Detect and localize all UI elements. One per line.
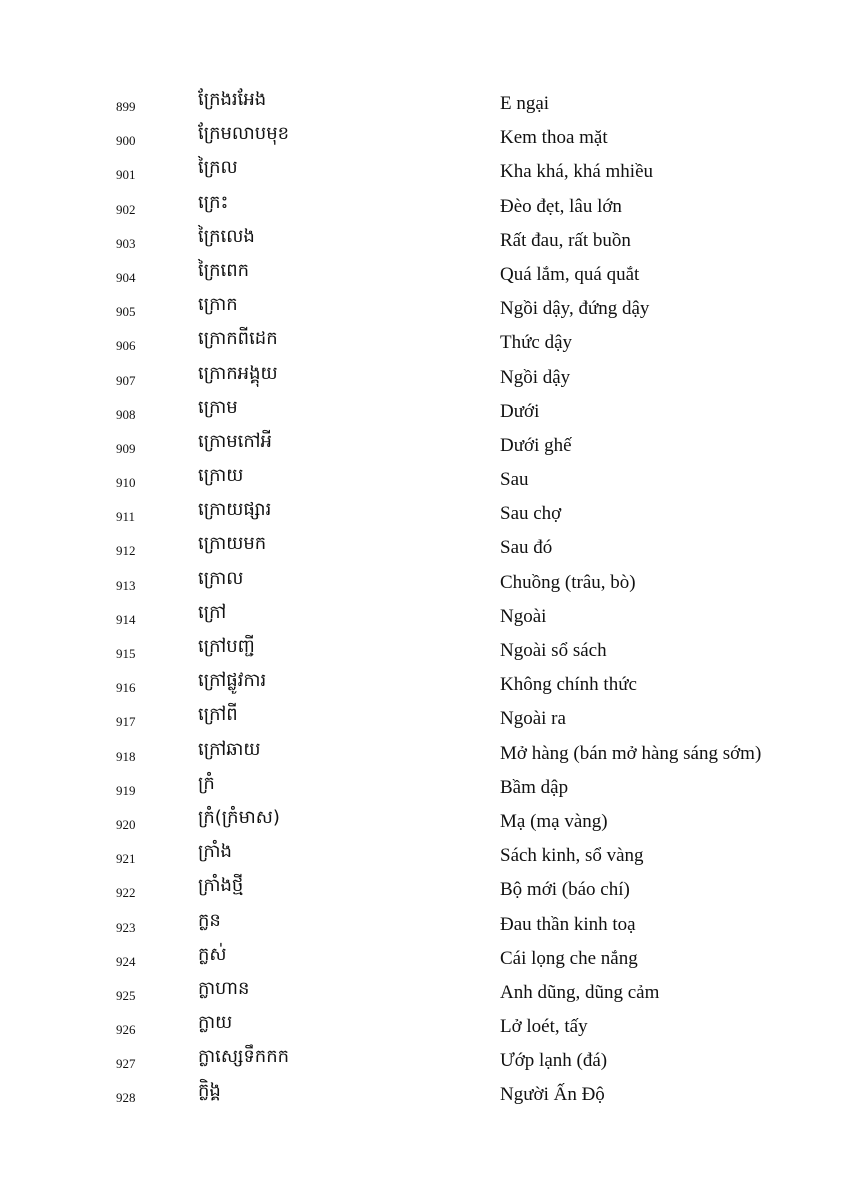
dictionary-entry — [0, 394, 848, 428]
vietnamese-meaning: Bầm dập — [500, 776, 569, 798]
dictionary-entry — [0, 838, 848, 872]
vietnamese-meaning: Sau — [500, 469, 529, 491]
dictionary-entry — [0, 360, 848, 394]
khmer-word: ក្រោល — [198, 567, 244, 589]
khmer-word: ក្រោយ — [198, 465, 244, 487]
dictionary-entry — [0, 736, 848, 770]
entry-number: 920 — [116, 816, 136, 832]
vietnamese-meaning: Dưới — [500, 400, 540, 422]
vietnamese-meaning: Lở loét, tấy — [500, 1016, 588, 1038]
dictionary-entry — [0, 86, 848, 120]
khmer-word: ក្លាយ — [198, 1012, 233, 1034]
khmer-word: ក្លិង្គ — [198, 1080, 221, 1102]
vietnamese-meaning: E ngại — [500, 93, 550, 114]
dictionary-entry — [0, 530, 848, 564]
khmer-word: ក្រោកពីដេក — [198, 328, 278, 350]
vietnamese-meaning: Anh dũng, dũng cảm — [500, 981, 660, 1003]
dictionary-entry — [0, 223, 848, 257]
khmer-word: ក្រៃពេក — [198, 259, 250, 281]
khmer-word: ក្រៅឆាយ — [198, 738, 261, 760]
khmer-word: ក្រោម — [198, 396, 238, 418]
entry-number: 903 — [116, 235, 136, 251]
vietnamese-meaning: Đèo đẹt, lâu lớn — [500, 195, 622, 217]
khmer-word: ក្រៅផ្លូវការ — [198, 670, 267, 692]
dictionary-entry — [0, 907, 848, 941]
entry-number: 916 — [116, 680, 136, 696]
vietnamese-meaning: Đau thần kinh toạ — [500, 913, 636, 935]
dictionary-entry — [0, 462, 848, 496]
entry-number: 926 — [116, 1022, 136, 1038]
dictionary-entry — [0, 701, 848, 735]
khmer-word: ក្រំ — [198, 772, 215, 794]
entry-number: 924 — [116, 953, 136, 969]
khmer-word: ក្រំ(ក្រំមាស) — [198, 806, 280, 828]
khmer-word: ក្លស់ — [198, 943, 227, 965]
entry-number: 904 — [116, 269, 136, 285]
dictionary-entry — [0, 257, 848, 291]
khmer-word: ក្រៅបញ្ជី — [198, 636, 255, 657]
entry-number: 899 — [116, 99, 136, 114]
entry-number: 923 — [116, 919, 136, 935]
khmer-word: ក្រាំង — [198, 841, 232, 863]
entry-number: 910 — [116, 475, 136, 491]
vietnamese-meaning: Ngồi dậy, đứng dậy — [500, 298, 650, 320]
vietnamese-meaning: Kem thoa mặt — [500, 127, 608, 149]
vietnamese-meaning: Quá lắm, quá quắt — [500, 263, 640, 285]
dictionary-entry — [0, 872, 848, 906]
khmer-word: ក្រោក — [198, 294, 238, 316]
entry-number: 918 — [116, 748, 136, 764]
vietnamese-meaning: Ngoài ra — [500, 708, 566, 730]
dictionary-entry — [0, 975, 848, 1009]
dictionary-entry — [0, 633, 848, 667]
dictionary-entry — [0, 154, 848, 188]
entry-number: 914 — [116, 611, 136, 627]
entry-number: 905 — [116, 304, 136, 320]
dictionary-entry — [0, 770, 848, 804]
vietnamese-meaning: Sách kinh, sổ vàng — [500, 845, 644, 867]
khmer-word: ក្រោយផ្សារ — [198, 499, 272, 521]
entry-number: 901 — [116, 167, 136, 183]
khmer-word: ក្រៅពី — [198, 704, 238, 726]
entry-number: 919 — [116, 782, 136, 798]
entry-number: 915 — [116, 646, 136, 661]
dictionary-entry — [0, 1043, 848, 1077]
dictionary-entry — [0, 941, 848, 975]
dictionary-entry — [0, 189, 848, 223]
khmer-word: ក្រោយមក — [198, 533, 267, 555]
entry-number: 921 — [116, 851, 136, 867]
vietnamese-meaning: Ngồi dậy — [500, 366, 571, 388]
khmer-word: ក្រាំងថ្មី — [198, 875, 244, 897]
vietnamese-meaning: Mở hàng (bán mở hàng sáng sớm) — [500, 742, 762, 764]
khmer-word: ក្រៃល — [198, 157, 238, 179]
vietnamese-meaning: Rất đau, rất buồn — [500, 229, 631, 251]
khmer-word: ក្លន — [198, 909, 221, 931]
entry-number: 909 — [116, 440, 136, 456]
entry-number: 911 — [116, 509, 136, 525]
dictionary-entry — [0, 804, 848, 838]
khmer-word: ក្រោកអង្គុយ — [198, 362, 278, 384]
dictionary-entry — [0, 1009, 848, 1043]
dictionary-entry — [0, 325, 848, 359]
khmer-word: ក្រៅ — [198, 601, 227, 623]
khmer-word: ក្លាសេ្សទឹកកក — [198, 1046, 290, 1068]
vietnamese-meaning: Sau đó — [500, 537, 553, 559]
entry-number: 927 — [116, 1056, 136, 1072]
dictionary-entry — [0, 667, 848, 701]
dictionary-entry — [0, 599, 848, 633]
entry-number: 907 — [116, 372, 136, 388]
entry-number: 912 — [116, 543, 136, 559]
dictionary-entry — [0, 120, 848, 154]
khmer-word: ក្លាហាន — [198, 977, 250, 999]
vietnamese-meaning: Chuồng (trâu, bò) — [500, 571, 636, 593]
dictionary-entry — [0, 565, 848, 599]
entry-number: 906 — [116, 338, 136, 354]
vietnamese-meaning: Sau chợ — [500, 503, 562, 525]
dictionary-entry — [0, 1077, 848, 1111]
dictionary-entry — [0, 428, 848, 462]
vietnamese-meaning: Người Ấn Độ — [500, 1084, 605, 1106]
entry-number: 925 — [116, 987, 136, 1003]
entry-number: 900 — [116, 133, 136, 149]
entry-number: 928 — [116, 1090, 136, 1106]
vietnamese-meaning: Ngoài sổ sách — [500, 640, 607, 661]
entry-list — [0, 86, 848, 1112]
khmer-word: ក្រៃលេង — [198, 225, 255, 247]
vietnamese-meaning: Cái lọng che nắng — [500, 947, 638, 969]
dictionary-entry — [0, 291, 848, 325]
vietnamese-meaning: Thức dậy — [500, 332, 573, 354]
dictionary-entry — [0, 496, 848, 530]
vietnamese-meaning: Không chính thức — [500, 674, 637, 696]
entry-number: 913 — [116, 577, 136, 593]
vietnamese-meaning: Dưới ghế — [500, 434, 572, 456]
vietnamese-meaning: Bộ mới (báo chí) — [500, 879, 630, 901]
entry-number: 902 — [116, 201, 136, 217]
entry-number: 922 — [116, 885, 136, 901]
vietnamese-meaning: Ngoài — [500, 605, 547, 627]
khmer-word: ក្រេះ — [198, 191, 229, 213]
entry-number: 917 — [116, 714, 136, 730]
vietnamese-meaning: Mạ (mạ vàng) — [500, 810, 608, 832]
khmer-word: ក្រែមលាបមុខ — [198, 123, 290, 145]
vietnamese-meaning: Ướp lạnh (đá) — [500, 1050, 608, 1072]
entry-number: 908 — [116, 406, 136, 422]
khmer-word: ក្រោមកៅអី — [198, 430, 272, 452]
khmer-word: ក្រែងរអែង — [198, 89, 267, 110]
vietnamese-meaning: Kha khá, khá mhiều — [500, 161, 654, 183]
